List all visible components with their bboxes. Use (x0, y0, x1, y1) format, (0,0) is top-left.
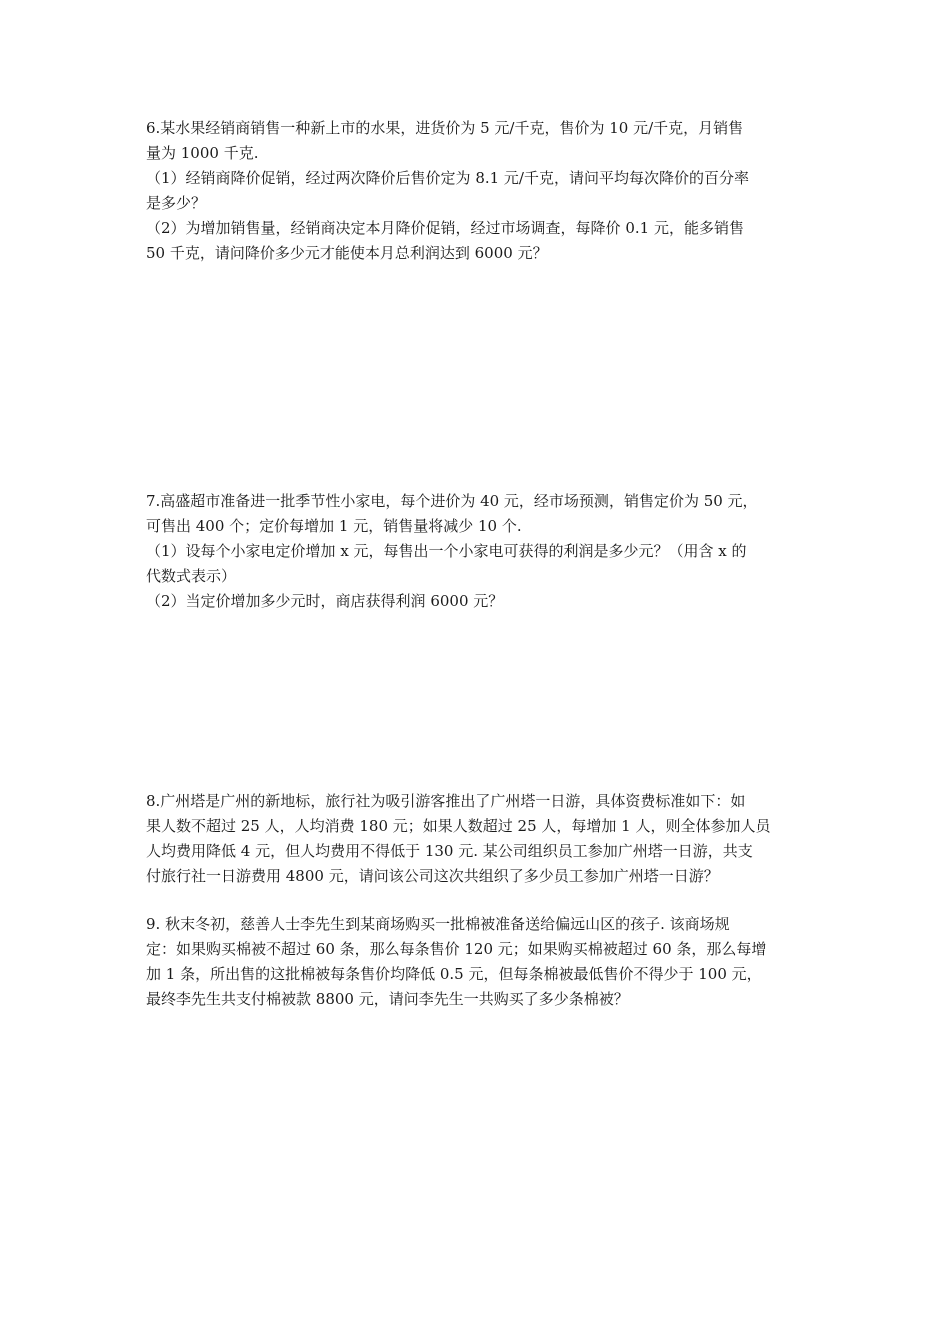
problem-6 (146, 116, 810, 266)
problem-9-line: 最终李先生共支付棉被款 8800 元，请问李先生一共购买了多少条棉被？ (146, 990, 629, 1008)
problem-7-line: （2）当定价增加多少元时，商店获得利润 6000 元？ (146, 592, 504, 610)
problem-9-line: 加 1 条，所出售的这批棉被每条售价均降低 0.5 元，但每条棉被最低售价不得少于 100 元， (146, 965, 762, 983)
problem-7-line: 代数式表示） (146, 567, 237, 585)
problem-7-line: 可售出 400 个；定价每增加 1 元，销售量将减少 10 个. (146, 517, 522, 535)
problem-9 (146, 912, 810, 1012)
problem-8-line: 8.广州塔是广州的新地标，旅行社为吸引游客推出了广州塔一日游，具体资费标准如下：如 (146, 792, 746, 810)
problem-6-line: 50 千克，请问降价多少元才能使本月总利润达到 6000 元？ (146, 244, 548, 262)
problem-7-line: 7.高盛超市准备进一批季节性小家电，每个进价为 40 元，经市场预测，销售定价为 50 元， (146, 492, 758, 510)
problem-8 (146, 789, 810, 889)
problem-6-line: 是多少？ (146, 194, 207, 212)
problem-8-line: 付旅行社一日游费用 4800 元，请问该公司这次共组织了多少员工参加广州塔一日游？ (146, 867, 719, 885)
problem-6-line: 量为 1000 千克. (146, 144, 259, 162)
problem-9-line: 定：如果购买棉被不超过 60 条，那么每条售价 120 元；如果购买棉被超过 60 条，那么每增 (146, 940, 767, 958)
problem-6-line: 6.某水果经销商销售一种新上市的水果，进货价为 5 元/千克，售价为 10 元/千克，月销售 (146, 119, 744, 137)
problem-8-line: 果人数不超过 25 人，人均消费 180 元；如果人数超过 25 人，每增加 1 人，则全体参加人员 (146, 817, 771, 835)
problem-6-line: （1）经销商降价促销，经过两次降价后售价定为 8.1 元/千克，请问平均每次降价的百分率 (146, 169, 749, 187)
problem-9-line: 9. 秋末冬初，慈善人士李先生到某商场购买一批棉被准备送给偏远山区的孩子. 该商场规 (146, 915, 730, 933)
problem-6-line: （2）为增加销售量，经销商决定本月降价促销，经过市场调查，每降价 0.1 元，能多销售 (146, 219, 744, 237)
problem-8-line: 人均费用降低 4 元，但人均费用不得低于 130 元. 某公司组织员工参加广州塔一日游，共支 (146, 842, 753, 860)
problem-7 (146, 489, 810, 614)
problem-7-line: （1）设每个小家电定价增加 x 元，每售出一个小家电可获得的利润是多少元？（用含 x 的 (146, 542, 747, 560)
